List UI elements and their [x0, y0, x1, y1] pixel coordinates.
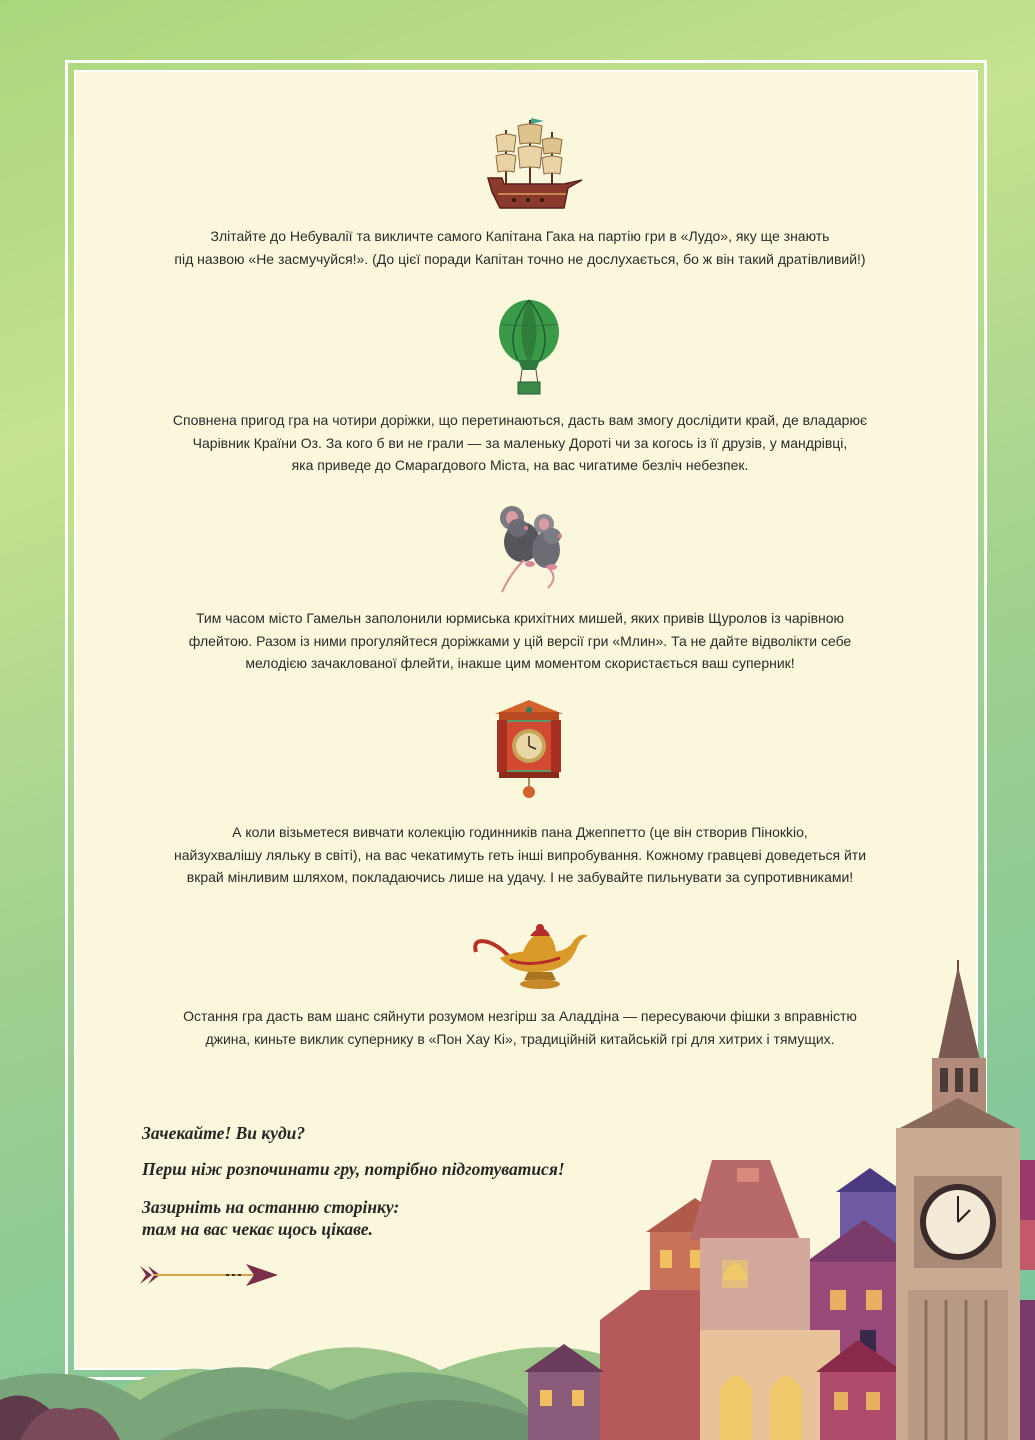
text-line: Сповнена пригод гра на чотири доріжки, що перетинаються, дасть вам змогу дослідити край, де владарює — [172, 412, 868, 428]
text-line: Чарівник Країни Оз. За кого б ви не грали — за маленьку Дороті чи за когось із її друзів, у мандрівці, — [192, 434, 848, 451]
text-line: Остання гра дасть вам шанс сяйнути розумом незгірш за Аладдіна — пересуваючи фішки з вправністю — [183, 1008, 857, 1024]
text-line: вкрай мінливим шляхом, покладаючись лише на удачу. І не забувайте пильнувати за супротивниками! — [186, 869, 854, 885]
text-line: А коли візьметеся вивчати колекцію годинників пана Джеппетто (це він створив Пінокkio, — [232, 824, 808, 840]
text-line: найзухвалішу ляльку в світі), на вас чекатимуть геть інші випробування. Кожному гравцеві доведеться йти — [173, 846, 867, 863]
closing-line-wait: Зачекайте! Ви куди? — [142, 1123, 306, 1143]
text-line: під назвою «Не засмучуйся!». (До цієї поради Капітан точно не дослухається, бо ж він такий дратівливий!) — [174, 250, 866, 267]
closing-line-last-page: Зазирніть на останню сторінку: — [142, 1197, 400, 1217]
text-line: флейтою. Разом із ними прогуляйтеся доріжками у цій версії гри «Млин». Та не дайте відволікти себе — [188, 632, 852, 649]
text-line: Тим часом місто Гамельн заполонили юрмиська крихітних мишей, яких привів Щуролов із чарівною — [195, 610, 845, 626]
big-ben-icon — [896, 960, 1020, 1440]
closing-line-surprise: там на вас чекає щось цікаве. — [142, 1219, 373, 1239]
text-line: мелодією зачаклованої флейти, інакше цим моментом скористається ваш суперник! — [245, 655, 795, 671]
closing-line-prepare: Перш ніж розпочинати гру, потрібно підготуватися! — [142, 1159, 565, 1179]
text-line: яка приведе до Смарагдового Міста, на вас чигатиме безліч небезпек. — [291, 457, 749, 473]
text-line: Злітайте до Небувалії та викличте самого Капітана Гака на партію гри в «Лудо», яку ще знають — [210, 228, 830, 244]
text-line: джина, киньте виклик супернику в «Пон Хау Кі», традиційній китайській грі для хитрих і тямущих. — [205, 1030, 835, 1047]
